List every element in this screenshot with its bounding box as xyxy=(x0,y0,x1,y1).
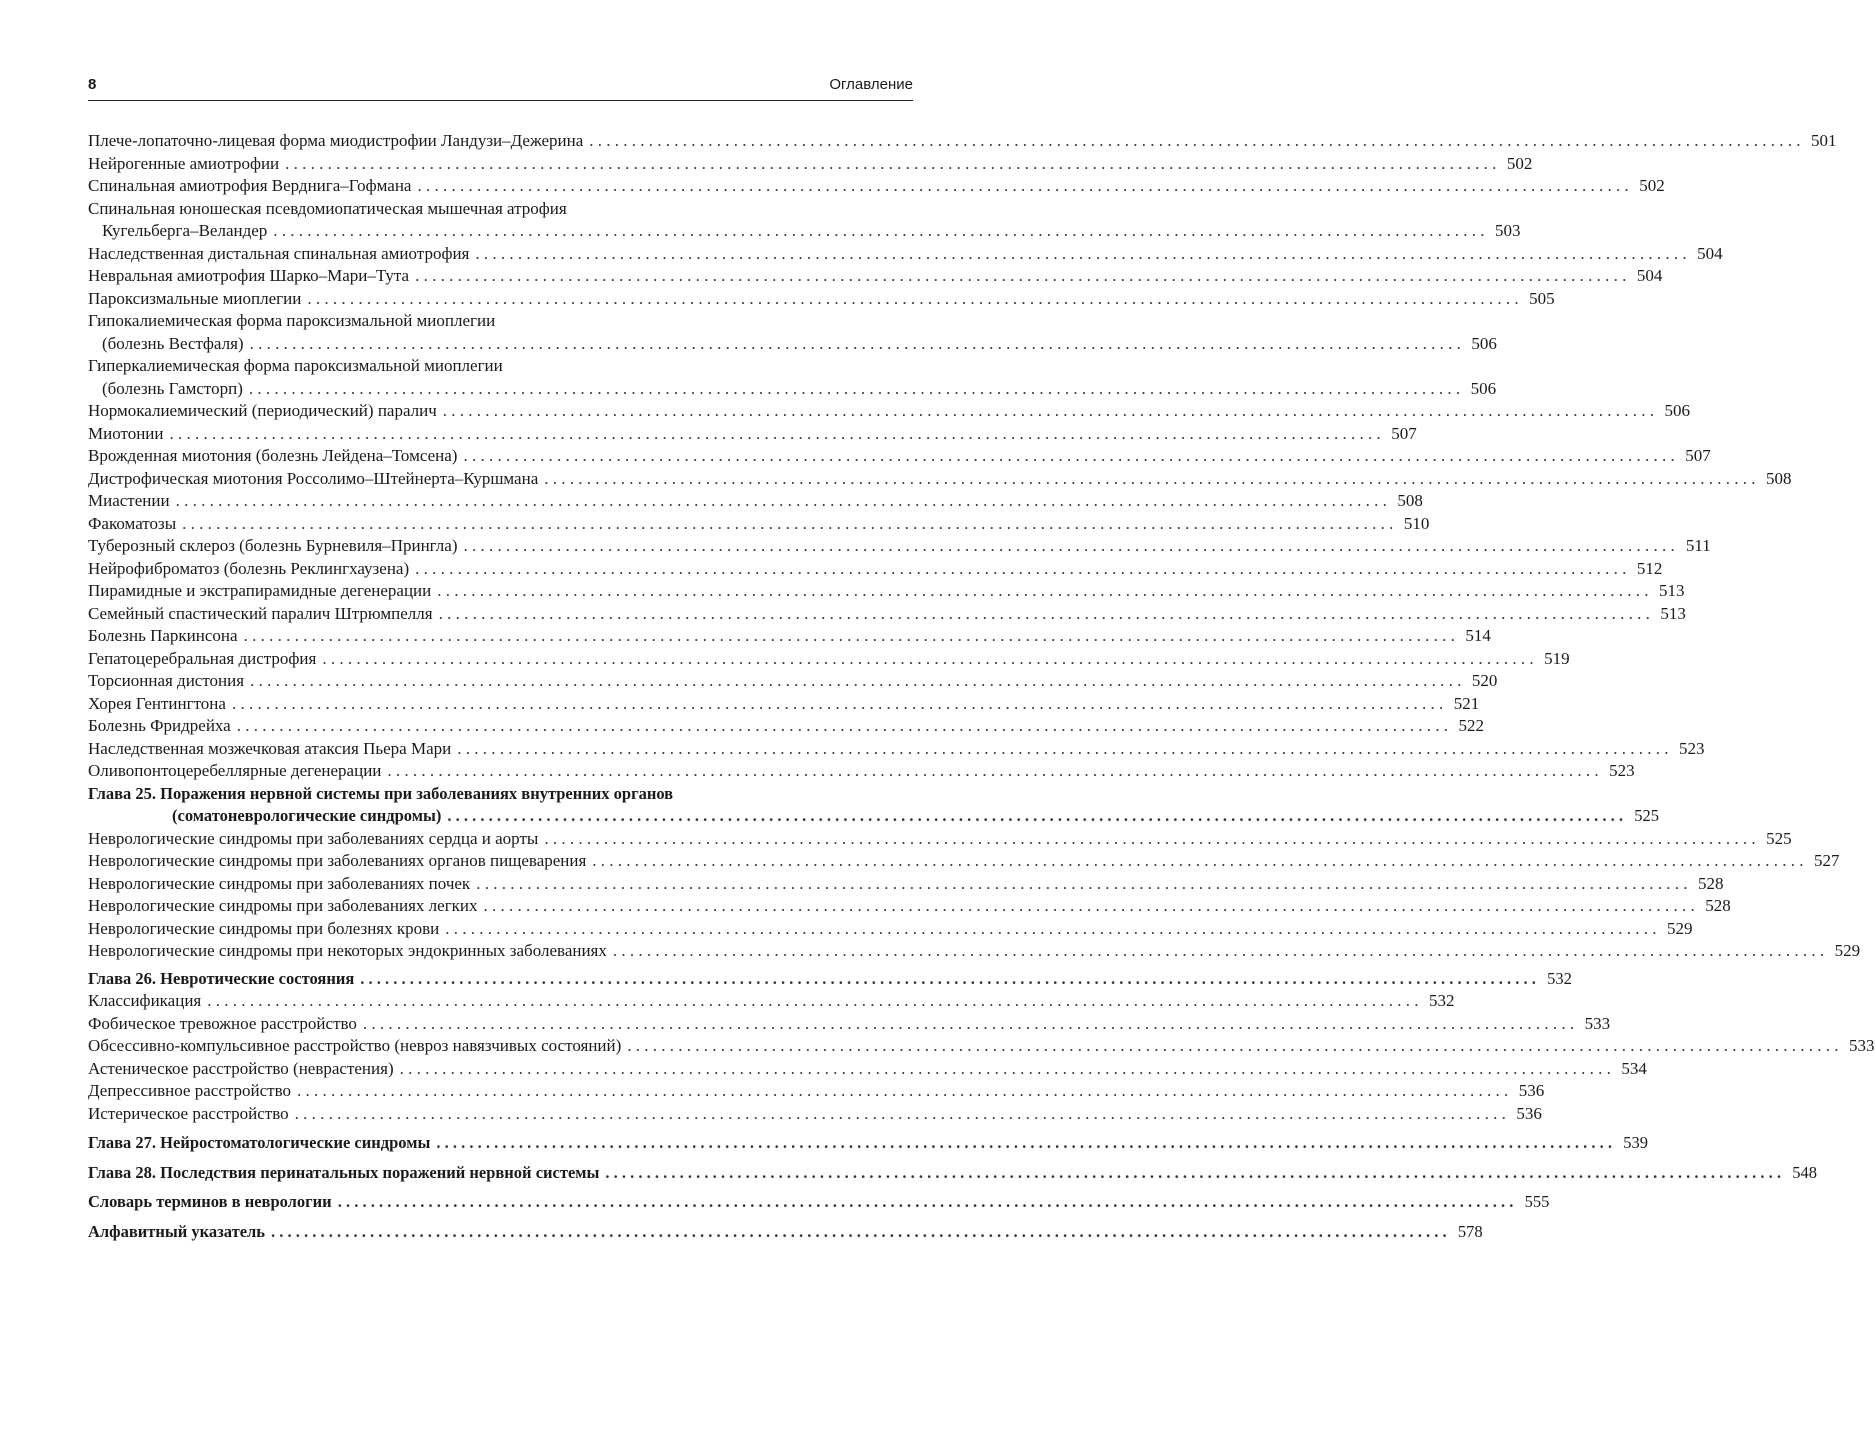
leader-dots xyxy=(297,1080,1508,1103)
toc-entry[interactable] xyxy=(88,648,1570,671)
toc-entry-title-line1: Спинальная юношеская псевдомиопатическая мышечная атрофия xyxy=(88,198,567,218)
toc-entry[interactable] xyxy=(88,918,1693,941)
toc-entry[interactable] xyxy=(88,895,1731,918)
toc-entry-title: Нейрогенные амиотрофии xyxy=(88,153,280,173)
toc-entry[interactable] xyxy=(88,580,1685,603)
toc-entry-title: Неврологические синдромы при некоторых эндокринных заболеваниях xyxy=(88,941,607,960)
toc-entry-title: Наследственная мозжечковая атаксия Пьера Мари xyxy=(88,738,452,758)
toc-entry[interactable] xyxy=(88,715,1484,738)
leader-dots xyxy=(589,130,1800,153)
leader-dots xyxy=(322,648,1533,671)
leader-dots xyxy=(463,535,1674,558)
leader-dots xyxy=(605,1162,1781,1185)
toc-entry[interactable] xyxy=(88,175,1665,198)
toc-entry-title: Фобическое тревожное расстройство xyxy=(88,1013,357,1033)
leader-dots xyxy=(415,265,1626,288)
toc-entry-title: Плече-лопаточно-лицевая форма миодистрофии Ландузи–Дежерина xyxy=(88,131,584,150)
toc-chapter-title: Словарь терминов в неврологии xyxy=(88,1192,332,1211)
toc-entry[interactable] xyxy=(88,400,1691,423)
leader-dots xyxy=(360,968,1536,991)
toc-entry[interactable] xyxy=(88,490,1423,513)
toc-entry-page: 507 xyxy=(1685,446,1711,465)
toc-entry[interactable] xyxy=(88,1035,1875,1058)
leader-dots xyxy=(285,153,1496,176)
toc-entry[interactable] xyxy=(88,198,1521,243)
toc-chapter-page: 578 xyxy=(1457,1221,1483,1241)
toc-entry-title: Депрессивное расстройство xyxy=(88,1081,291,1100)
toc-entry-page: 521 xyxy=(1453,693,1480,713)
toc-entry-page: 504 xyxy=(1636,266,1663,285)
leader-dots xyxy=(544,828,1755,851)
leader-dots xyxy=(387,760,1598,783)
toc-entry-page: 502 xyxy=(1506,153,1533,173)
leader-dots xyxy=(273,220,1484,243)
toc-entry[interactable] xyxy=(88,535,1711,558)
leader-dots xyxy=(237,715,1448,738)
toc-entry-page: 502 xyxy=(1639,176,1665,195)
toc-entry-page: 506 xyxy=(1470,378,1497,398)
toc-entry-page: 528 xyxy=(1697,873,1724,893)
toc-entry-page: 501 xyxy=(1811,131,1837,150)
toc-entry-page: 528 xyxy=(1705,896,1731,915)
leader-dots xyxy=(207,990,1418,1013)
toc-entry[interactable] xyxy=(88,990,1455,1013)
leader-dots xyxy=(476,873,1687,896)
toc-entry[interactable] xyxy=(88,670,1498,693)
leader-dots xyxy=(250,333,1461,356)
leader-dots xyxy=(307,288,1518,311)
toc-entry-page: 527 xyxy=(1814,851,1840,870)
toc-entry-title: Наследственная дистальная спинальная амиотрофия xyxy=(88,243,470,263)
toc-entry[interactable] xyxy=(88,1013,1611,1036)
leader-dots xyxy=(437,580,1648,603)
running-title: Оглавление xyxy=(829,76,913,93)
toc-entry[interactable] xyxy=(88,1080,1545,1103)
table-of-contents xyxy=(88,130,1875,1243)
page-number: 8 xyxy=(88,76,97,93)
toc-entry[interactable] xyxy=(88,850,1840,873)
toc-entry[interactable] xyxy=(88,693,1480,716)
toc-entry[interactable] xyxy=(88,760,1635,783)
toc-entry[interactable] xyxy=(88,940,1861,963)
toc-entry-page: 506 xyxy=(1471,333,1497,353)
toc-chapter-page: 525 xyxy=(1634,806,1659,825)
toc-chapter[interactable] xyxy=(88,968,1572,991)
leader-dots xyxy=(447,805,1623,828)
toc-chapter-title: Глава 28. Последствия перинатальных поражений нервной системы xyxy=(88,1162,600,1182)
toc-entry[interactable] xyxy=(88,625,1491,648)
toc-entry[interactable] xyxy=(88,558,1663,581)
toc-entry-title: Пароксизмальные миоплегии xyxy=(88,288,302,308)
toc-entry[interactable] xyxy=(88,243,1723,266)
toc-entry-title: Торсионная дистония xyxy=(88,671,245,690)
toc-entry-page: 520 xyxy=(1471,671,1498,690)
toc-entry-page: 508 xyxy=(1765,468,1792,488)
toc-entry[interactable] xyxy=(88,1103,1542,1126)
toc-entry-title: Пирамидные и экстрапирамидные дегенерации xyxy=(88,581,432,600)
leader-dots xyxy=(475,243,1686,266)
toc-entry-page: 529 xyxy=(1834,941,1861,960)
toc-entry-title: Хорея Гентингтона xyxy=(88,693,226,713)
leader-dots xyxy=(182,513,1393,536)
toc-entry-page: 513 xyxy=(1660,603,1686,623)
leader-dots xyxy=(244,625,1455,648)
leader-dots xyxy=(363,1013,1574,1036)
toc-chapter-page: 532 xyxy=(1547,968,1572,988)
toc-entry-title: Нейрофиброматоз (болезнь Реклингхаузена) xyxy=(88,558,410,578)
toc-entry-page: 510 xyxy=(1403,513,1430,533)
toc-entry-page: 522 xyxy=(1458,716,1484,735)
toc-chapter-page: 548 xyxy=(1792,1162,1818,1182)
toc-entry-page: 529 xyxy=(1667,918,1693,938)
toc-entry[interactable] xyxy=(88,310,1497,355)
toc-entry-title: Факоматозы xyxy=(88,513,177,533)
leader-dots xyxy=(417,175,1628,198)
toc-entry-title: (болезнь Вестфаля) xyxy=(102,333,244,353)
toc-entry-page: 503 xyxy=(1495,221,1521,240)
leader-dots xyxy=(439,603,1650,626)
toc-entry-page: 508 xyxy=(1397,491,1423,510)
toc-entry-page: 513 xyxy=(1659,581,1685,600)
toc-entry-page: 507 xyxy=(1391,423,1417,443)
toc-entry-title: Классификация xyxy=(88,991,202,1010)
toc-entry-title: Неврологические синдромы при заболеваниях органов пищеварения xyxy=(88,851,587,870)
toc-entry-title: Неврологические синдромы при заболеваниях сердца и аорты xyxy=(88,828,539,848)
toc-entry-page: 536 xyxy=(1518,1081,1545,1100)
toc-entry-title: (болезнь Гамсторп) xyxy=(102,378,243,398)
toc-entry[interactable] xyxy=(88,130,1837,153)
toc-entry[interactable] xyxy=(88,423,1417,446)
toc-entry-page: 533 xyxy=(1584,1013,1611,1033)
toc-entry-page: 505 xyxy=(1529,288,1555,308)
toc-entry-page: 523 xyxy=(1609,761,1635,780)
toc-entry[interactable] xyxy=(88,468,1792,491)
toc-entry[interactable] xyxy=(88,873,1724,896)
toc-entry-title: Неврологические синдромы при заболеваниях легких xyxy=(88,896,478,915)
leader-dots xyxy=(484,895,1695,918)
toc-chapter-title: Алфавитный указатель xyxy=(88,1221,266,1241)
toc-entry-title: Туберозный склероз (болезнь Бурневиля–Прингла) xyxy=(88,536,458,555)
toc-entry-title: Неврологические синдромы при болезнях крови xyxy=(88,918,440,938)
toc-entry[interactable] xyxy=(88,1058,1647,1081)
toc-entry[interactable] xyxy=(88,603,1686,626)
leader-dots xyxy=(415,558,1626,581)
toc-entry-page: 514 xyxy=(1465,626,1491,645)
leader-dots xyxy=(436,1132,1612,1155)
toc-chapter-title: Глава 26. Невротические состояния xyxy=(88,968,355,988)
leader-dots xyxy=(445,918,1656,941)
leader-dots xyxy=(443,400,1654,423)
toc-entry-title: Кугельберга–Веландер xyxy=(102,221,268,240)
toc-entry-page: 523 xyxy=(1678,738,1705,758)
leader-dots xyxy=(457,738,1668,761)
toc-entry-page: 506 xyxy=(1664,401,1691,420)
toc-entry-title: Невральная амиотрофия Шарко–Мари–Тута xyxy=(88,266,410,285)
toc-chapter-page: 555 xyxy=(1524,1192,1550,1211)
toc-chapter-page: 539 xyxy=(1623,1133,1648,1152)
toc-entry-title: Врожденная миотония (болезнь Лейдена–Томсена) xyxy=(88,446,458,465)
leader-dots xyxy=(295,1103,1506,1126)
leader-dots xyxy=(463,445,1674,468)
leader-dots xyxy=(232,693,1443,716)
toc-entry[interactable] xyxy=(88,828,1792,851)
toc-entry-page: 532 xyxy=(1428,991,1455,1010)
toc-chapter[interactable] xyxy=(88,783,1659,828)
toc-entry[interactable] xyxy=(88,288,1555,311)
toc-entry-title-line1: Гиперкалиемическая форма пароксизмальной миоплегии xyxy=(88,356,503,375)
page-header xyxy=(88,74,913,101)
toc-entry[interactable] xyxy=(88,445,1711,468)
leader-dots xyxy=(250,670,1461,693)
leader-dots xyxy=(338,1191,1514,1214)
toc-entry[interactable] xyxy=(88,355,1497,400)
leader-dots xyxy=(627,1035,1838,1058)
toc-chapter-title: Глава 27. Нейростоматологические синдромы xyxy=(88,1133,431,1152)
toc-entry-page: 511 xyxy=(1685,536,1711,555)
toc-chapter[interactable] xyxy=(88,1132,1648,1155)
toc-entry-title: Астеническое расстройство (неврастения) xyxy=(88,1058,394,1078)
leader-dots xyxy=(592,850,1803,873)
leader-dots xyxy=(544,468,1755,491)
toc-entry-title: Гепатоцеребральная дистрофия xyxy=(88,648,317,668)
leader-dots xyxy=(613,940,1824,963)
toc-entry-title: Оливопонтоцеребеллярные дегенерации xyxy=(88,761,382,780)
leader-dots xyxy=(400,1058,1611,1081)
toc-entry-title: Истерическое расстройство xyxy=(88,1103,289,1123)
toc-entry-page: 519 xyxy=(1544,648,1570,668)
leader-dots xyxy=(170,423,1381,446)
toc-entry[interactable] xyxy=(88,153,1533,176)
toc-entry-title: Нормокалиемический (периодический) паралич xyxy=(88,401,437,420)
toc-entry[interactable] xyxy=(88,265,1663,288)
leader-dots xyxy=(271,1221,1447,1244)
toc-entry[interactable] xyxy=(88,513,1430,536)
toc-entry-title: Дистрофическая миотония Россолимо–Штейнерта–Куршмана xyxy=(88,468,539,488)
toc-entry-page: 512 xyxy=(1636,558,1663,578)
toc-entry-page: 504 xyxy=(1697,243,1723,263)
toc-entry-title: Миотонии xyxy=(88,423,164,443)
toc-entry-title: Неврологические синдромы при заболеваниях почек xyxy=(88,873,471,893)
toc-entry-page: 525 xyxy=(1766,828,1792,848)
toc-entry-title: Миастении xyxy=(88,491,170,510)
leader-dots xyxy=(176,490,1387,513)
toc-entry-title: Спинальная амиотрофия Верднига–Гофмана xyxy=(88,176,412,195)
toc-entry-title: Болезнь Паркинсона xyxy=(88,626,238,645)
toc-entry-page: 534 xyxy=(1621,1058,1647,1078)
toc-chapter[interactable] xyxy=(88,1162,1818,1185)
toc-chapter[interactable] xyxy=(88,1221,1483,1244)
toc-chapter-title: (соматоневрологические синдромы) xyxy=(172,806,442,825)
toc-entry-title: Обсессивно-компульсивное расстройство (невроз навязчивых состояний) xyxy=(88,1036,622,1055)
toc-entry-page: 533 xyxy=(1849,1036,1875,1055)
leader-dots xyxy=(249,378,1460,401)
toc-entry-title-line1: Гипокалиемическая форма пароксизмальной миоплегии xyxy=(88,311,496,330)
toc-entry-title: Семейный спастический паралич Штрюмпелля xyxy=(88,603,433,623)
toc-chapter[interactable] xyxy=(88,1191,1550,1214)
toc-entry[interactable] xyxy=(88,738,1705,761)
toc-entry-title: Болезнь Фридрейха xyxy=(88,716,231,735)
toc-chapter-title-line1: Глава 25. Поражения нервной системы при заболеваниях внутренних органов xyxy=(88,783,674,803)
toc-entry-page: 536 xyxy=(1516,1103,1542,1123)
